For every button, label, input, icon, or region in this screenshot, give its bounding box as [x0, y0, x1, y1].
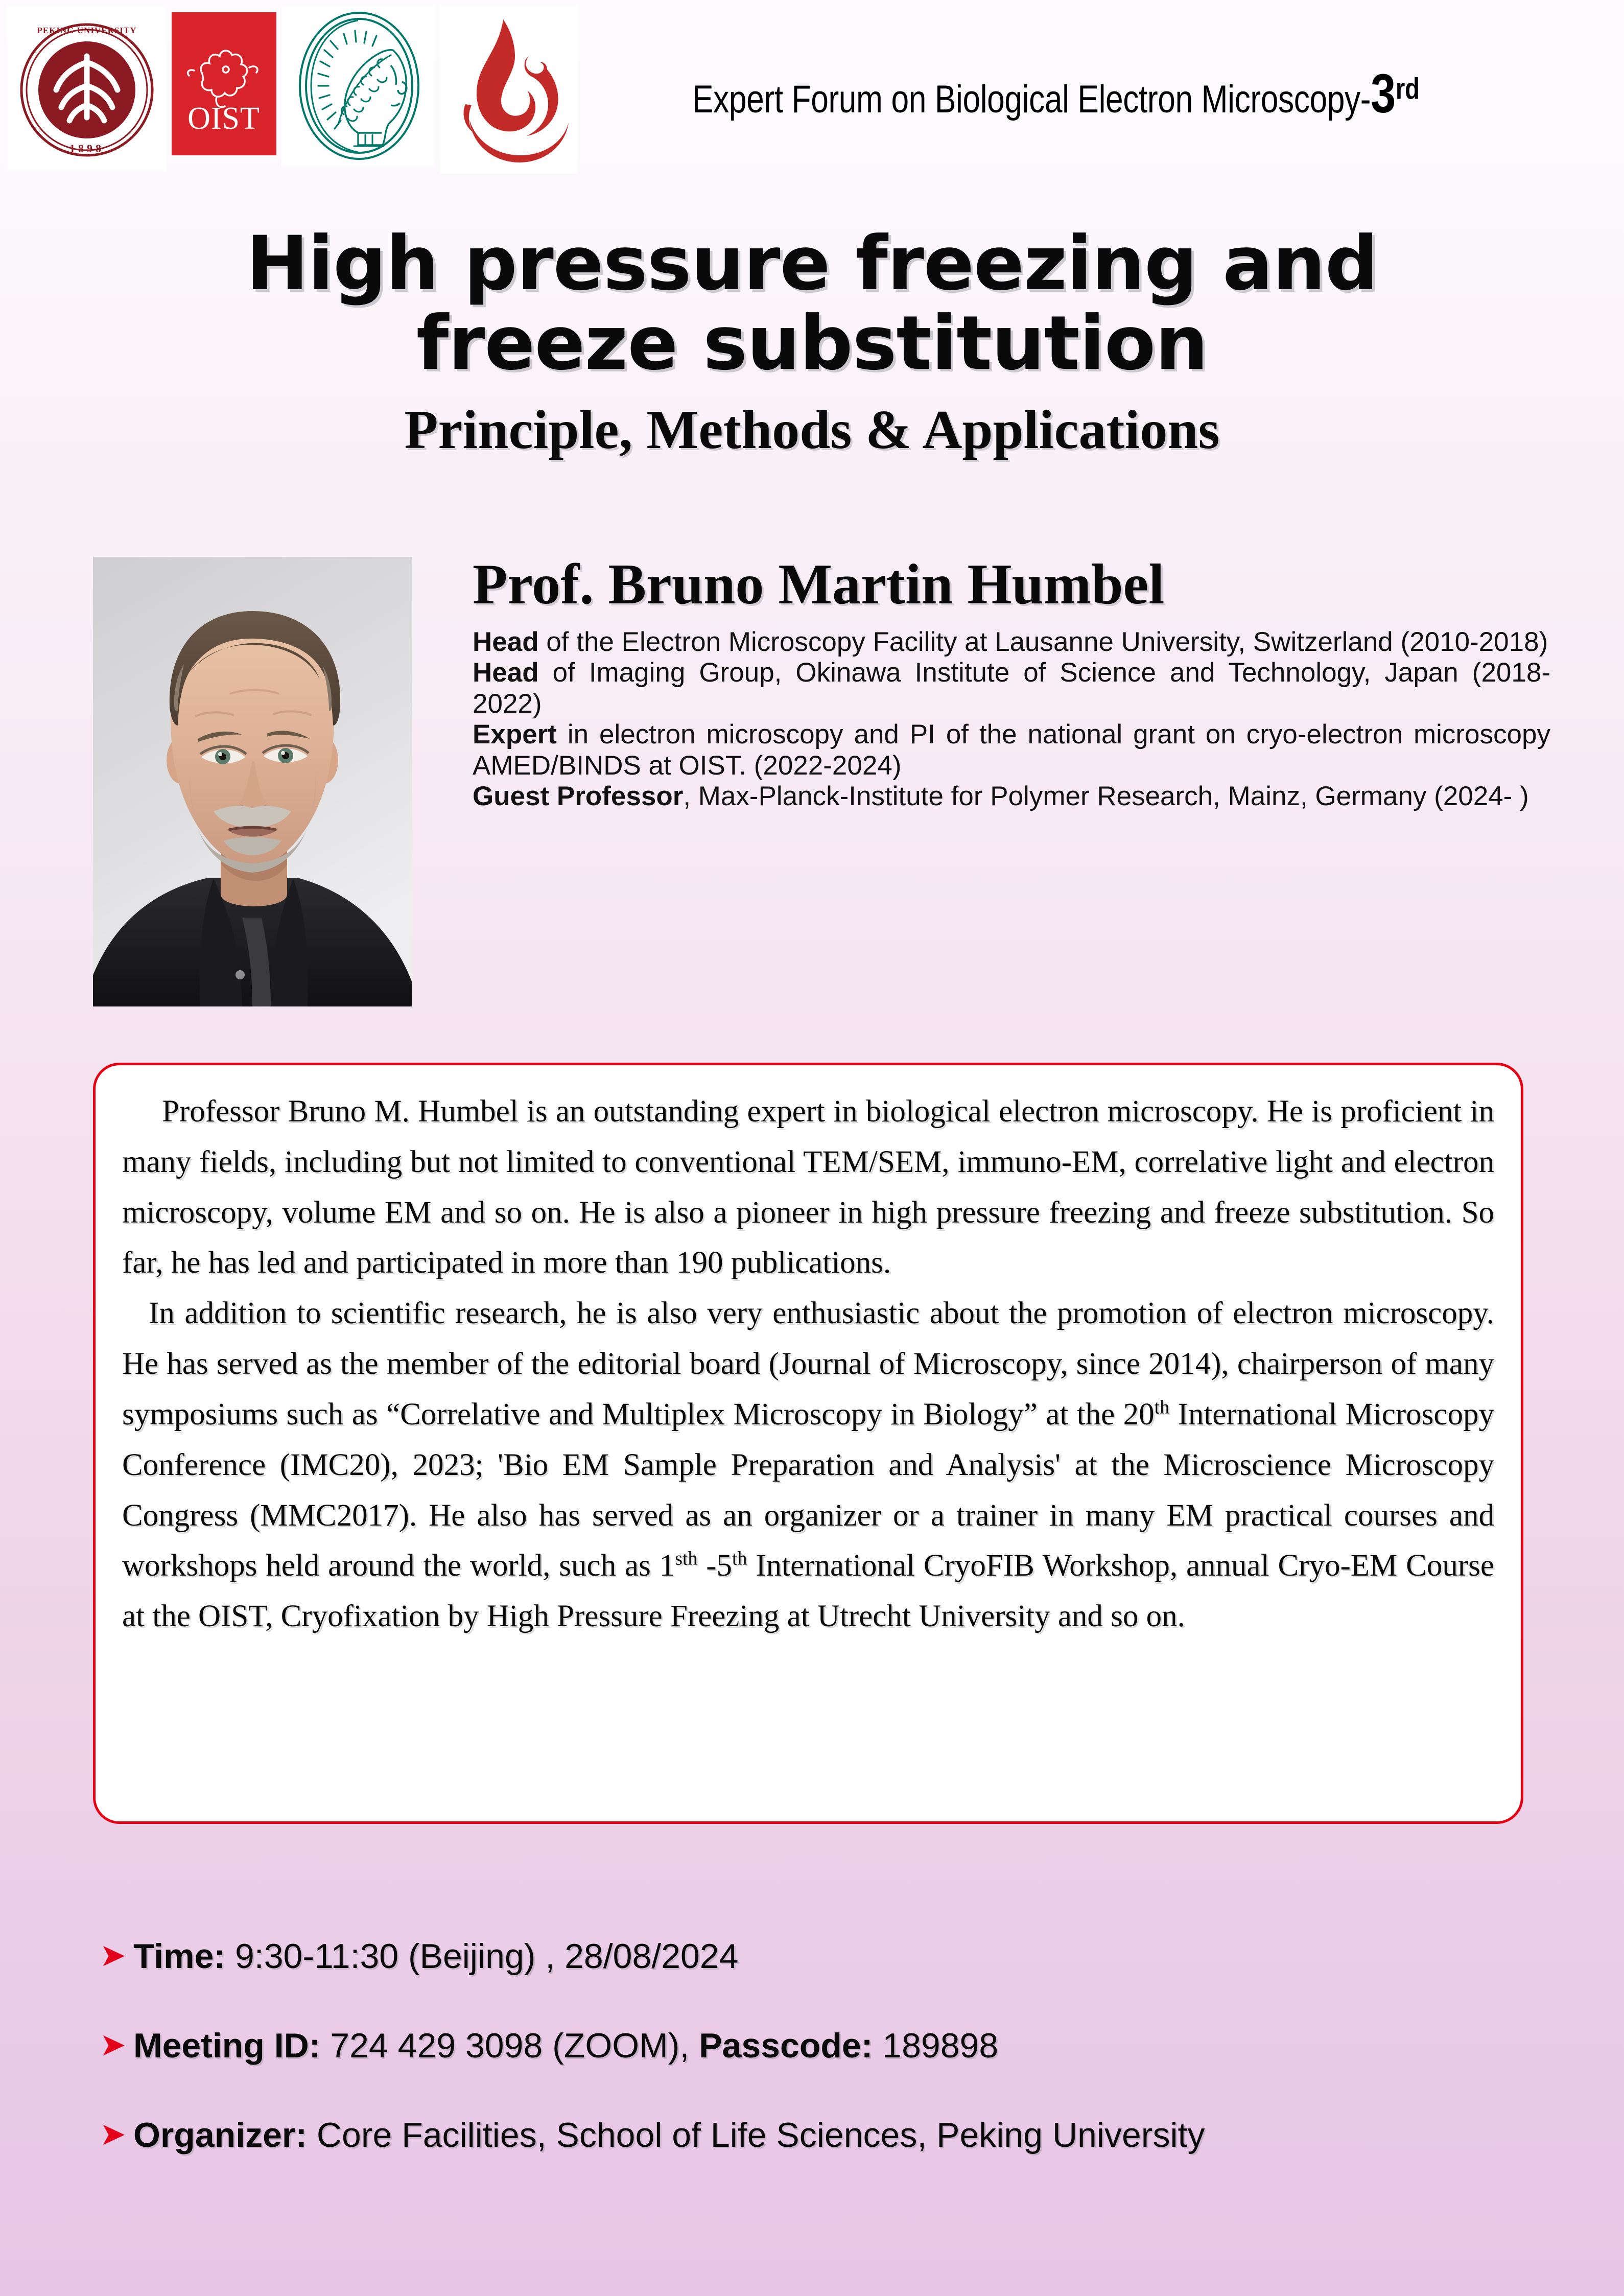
forum-title — [692, 61, 1420, 125]
speaker-info — [473, 552, 1550, 812]
svg-text:OIST: OIST — [187, 101, 260, 136]
svg-text:1898: 1898 — [69, 142, 104, 155]
bio-role-label: Head — [473, 627, 539, 657]
bio-role-text: of Imaging Group, Okinawa Institute of Science and Technology, Japan (2018-2022) — [473, 658, 1550, 719]
biography-p2-sup-3: th — [732, 1548, 747, 1569]
bio-role-text: of the Electron Microscopy Facility at Lausanne University, Switzerland (2010-2018) — [538, 627, 1548, 657]
bio-line — [473, 781, 1550, 812]
passcode-value: 189898 — [873, 2026, 999, 2065]
biography-box — [93, 1063, 1523, 1824]
bio-role-label: Guest Professor — [473, 781, 684, 812]
arrow-bullet-icon: ➤ — [100, 2026, 126, 2063]
time-value: 9:30-11:30 (Beijing) , 28/08/2024 — [225, 1937, 739, 1976]
info-row-time — [100, 1936, 1581, 1976]
bio-line — [473, 627, 1550, 658]
biography-p2-part-c: -5 — [697, 1549, 733, 1583]
organizer-value: Core Facilities, School of Life Sciences, Peking University — [307, 2116, 1205, 2154]
passcode-label: Passcode: — [699, 2026, 873, 2065]
main-title — [0, 220, 1624, 387]
main-title-line1: High pressure freezing and — [246, 220, 1378, 307]
biography-paragraph-1: Professor Bruno M. Humbel is an outstanding expert in biological electron microscopy. He is proficient in many fields, including but not limited to conventional TEM/SEM, immuno-EM, correlative light and electron microscopy, volume EM and so on. He is also a pioneer in high pressure freezing and freeze substitution. So far, he has led and participated in more than 190 publications. — [122, 1094, 1494, 1280]
meeting-text — [133, 2026, 998, 2066]
time-text — [133, 1936, 738, 1976]
meeting-id-value: 724 429 3098 (ZOOM), — [320, 2026, 699, 2065]
arrow-bullet-icon: ➤ — [100, 2115, 126, 2152]
biography-p2-sup-2: sth — [675, 1548, 698, 1569]
bio-role-label: Head — [473, 658, 539, 688]
organizer-label: Organizer: — [133, 2116, 308, 2154]
poster-title-block — [0, 220, 1624, 462]
info-row-organizer — [100, 2115, 1581, 2155]
info-row-meeting — [100, 2026, 1581, 2066]
organizer-text — [133, 2115, 1205, 2155]
biography-p2-sup-1: th — [1154, 1396, 1170, 1418]
poster-header — [0, 0, 1624, 174]
speaker-portrait — [93, 557, 412, 1006]
bio-role-label: Expert — [473, 719, 557, 750]
bio-line — [473, 658, 1550, 719]
oist-logo — [172, 12, 276, 155]
meeting-id-label: Meeting ID: — [133, 2026, 321, 2065]
biography-paragraph-2 — [122, 1288, 1494, 1642]
arrow-bullet-icon: ➤ — [100, 1936, 126, 1974]
main-title-line2: freeze substitution — [416, 300, 1208, 387]
bio-line — [473, 719, 1550, 781]
biography-p2-part-d: International CryoFIB Workshop, annual Cryo-EM Course at the OIST, Cryofixation by High Pressure Freezing at Utrecht University and so on. — [122, 1549, 1494, 1634]
logo-strip — [7, 5, 578, 174]
bio-role-text: in electron microscopy and PI of the national grant on cryo-electron microscopy AMED/BINDS at OIST. (2022-2024) — [473, 719, 1550, 781]
peking-university-logo — [7, 5, 167, 171]
forum-title-number: 3 — [1371, 62, 1396, 124]
forum-title-ordinal: rd — [1395, 72, 1420, 106]
max-planck-logo — [281, 5, 435, 166]
speaker-block — [0, 553, 1624, 1017]
forum-title-text: Expert Forum on Biological Electron Microscopy- — [692, 78, 1371, 121]
time-label: Time: — [133, 1937, 226, 1976]
biography-p2-part-b: International Microscopy Conference (IMC20), 2023; 'Bio EM Sample Preparation and Analysis' at the Microscience Microscopy Congress (MMC2017). He also has served as an organizer or a trainer in many EM practical courses and workshops held around the world, such as 1 — [122, 1397, 1494, 1583]
speaker-name: Prof. Bruno Martin Humbel — [473, 553, 1165, 616]
svg-text:PEKING UNIVERSITY: PEKING UNIVERSITY — [37, 26, 137, 35]
biography-p2-part-a: In addition to scientific research, he is also very enthusiastic about the promotion of electron microscopy. He has served as the member of the editorial board (Journal of Microscopy, since 2014), chairperson of many symposiums such as “Correlative and Multiplex Microscopy in Biology” at the 20 — [122, 1296, 1494, 1432]
subtitle: Principle, Methods & Applications — [404, 400, 1220, 461]
flame-logo — [440, 5, 578, 174]
bio-role-text: , Max-Planck-Institute for Polymer Research, Mainz, Germany (2024- ) — [683, 781, 1529, 812]
